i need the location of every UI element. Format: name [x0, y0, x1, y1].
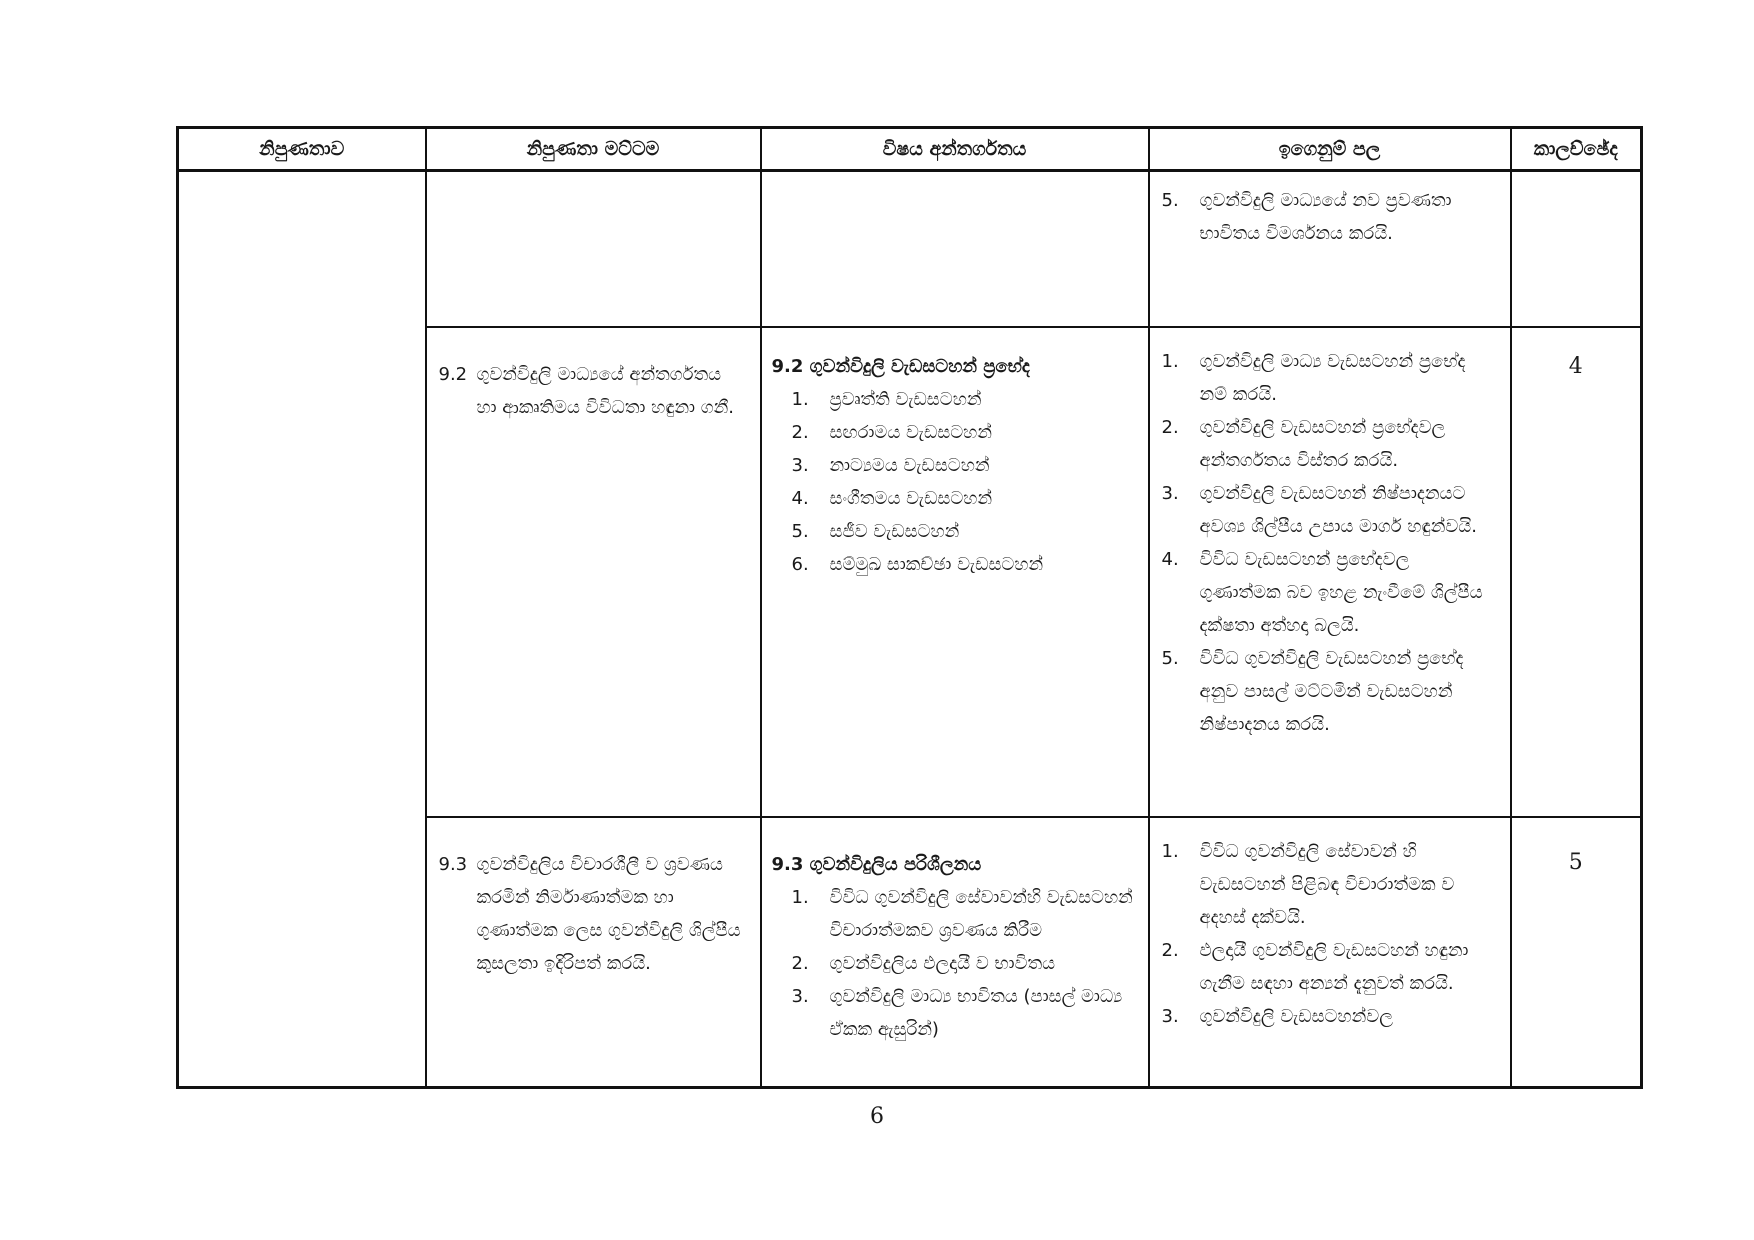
- item-number: 3.: [1161, 1006, 1179, 1027]
- list-item: [1162, 345, 1496, 411]
- list-item: [1162, 934, 1496, 1000]
- item-number: 2.: [1161, 940, 1179, 961]
- item-number: 3.: [791, 455, 809, 476]
- item-number: 2.: [791, 422, 809, 443]
- item-text: විවිධ වැඩසටහන් ප්‍රභේදවල ගුණාත්මක බව ඉහළ නැංවීමේ ශිල්පීය දක්ෂතා අත්හදා බලයි.: [1199, 549, 1483, 636]
- list-item: [772, 449, 1138, 482]
- item-number: 3.: [791, 986, 809, 1007]
- item-text: ඵලදායී ගුවන්විදුලි වැඩසටහන් හඳුනා ගැනීම සඳහා අන්‍යන් දැනුවත් කරයි.: [1199, 940, 1469, 994]
- item-number: 1.: [791, 887, 809, 908]
- item-number: 5.: [1161, 648, 1179, 669]
- item-text: නාට්‍යමය වැඩසටහන්: [829, 455, 990, 476]
- competency-cell: [178, 171, 426, 1088]
- subject-content-cell: [761, 171, 1149, 328]
- header-subject-content: විෂය අන්තර්ගතය: [761, 128, 1149, 171]
- learning-outcomes-cell: [1149, 817, 1511, 1088]
- list-item: [772, 980, 1138, 1046]
- list-item: [772, 881, 1138, 947]
- subject-content-cell: [761, 817, 1149, 1088]
- item-text: සම්මුඛ සාකච්ඡා වැඩසටහන්: [829, 554, 1044, 575]
- list-item: [1162, 184, 1496, 250]
- item-text: ගුවන්විදුලි මාධ්‍ය භාවිතය (පාසල් මාධ්‍ය ඒකක ඇසුරින්): [829, 986, 1123, 1040]
- item-number: 6.: [791, 554, 809, 575]
- item-text: ප්‍රවෘත්ති වැඩසටහන්: [829, 389, 982, 410]
- item-number: 4.: [1161, 549, 1179, 570]
- learning-outcomes-cell: [1149, 327, 1511, 817]
- item-number: 5.: [1161, 190, 1179, 211]
- item-number: 3.: [1161, 483, 1179, 504]
- item-text: ගුවන්විදුලි වැඩසටහන්වල: [1199, 1006, 1393, 1027]
- item-text: සංගීතමය වැඩසටහන්: [829, 488, 993, 509]
- list-item: [1162, 411, 1496, 477]
- learning-outcomes-cell: [1149, 171, 1511, 328]
- list-item: [772, 515, 1138, 548]
- list-item: [1162, 642, 1496, 741]
- syllabus-table: [176, 126, 1643, 1089]
- item-number: 1.: [791, 389, 809, 410]
- item-number: 4.: [791, 488, 809, 509]
- level-text: ගුවන්විදුලි මාධ්‍යයේ අන්තර්ගතය හා ආකෘතිමය විවිධතා හඳුනා ගනී.: [476, 364, 734, 418]
- level-number: 9.2: [438, 364, 468, 385]
- level-text: ගුවන්විදුලිය විචාරශීලී ව ශ්‍රවණය කරමින් නිර්මාණාත්මක හා ගුණාත්මක ලෙස ගුවන්විදුලි ශිල්පීය කුසලතා ඉදිරිපත් කරයි.: [476, 854, 741, 974]
- header-competency-level: නිපුණතා මට්ටම: [426, 128, 761, 171]
- item-text: සඟරාමය වැඩසටහන්: [829, 422, 992, 443]
- item-number: 1.: [1161, 841, 1179, 862]
- item-number: 5.: [791, 521, 809, 542]
- header-competency: නිපුණතාව: [178, 128, 426, 171]
- periods-cell: [1511, 817, 1642, 1088]
- list-item: [772, 482, 1138, 515]
- item-text: විවිධ ගුවන්විදුලි සේවාවන්හි වැඩසටහන් විචාරාත්මකව ශ්‍රවණය කිරීම: [829, 887, 1133, 941]
- header-periods: කාලච්ඡේද: [1511, 128, 1642, 171]
- competency-level-cell: [426, 327, 761, 817]
- item-text: විවිධ ගුවන්විදුලි සේවාවන් හි වැඩසටහන් පිළිබඳ විචාරාත්මක ව අදහස් දක්වයි.: [1199, 841, 1455, 928]
- competency-level-cell: [426, 171, 761, 328]
- list-item: [1162, 477, 1496, 543]
- item-text: ගුවන්විදුලි වැඩසටහන් නිෂ්පාදනයට අවශ්‍ය ශිල්පීය උපාය මාර්ග හඳුන්වයි.: [1199, 483, 1477, 537]
- subject-content-cell: [761, 327, 1149, 817]
- item-text: සජීව වැඩසටහන්: [829, 521, 960, 542]
- periods-cell: [1511, 171, 1642, 328]
- competency-level-cell: [426, 817, 761, 1088]
- item-number: 1.: [1161, 351, 1179, 372]
- content-title: 9.2 ගුවන්විදුලි වැඩසටහන් ප්‍රභේද: [771, 356, 1030, 377]
- list-item: [1162, 835, 1496, 934]
- list-item: [772, 383, 1138, 416]
- list-item: [772, 947, 1138, 980]
- level-number: 9.3: [438, 854, 468, 875]
- periods-cell: [1511, 327, 1642, 817]
- item-text: ගුවන්විදුලිය ඵලදායී ව භාවිතය: [829, 953, 1056, 974]
- list-item: [1162, 543, 1496, 642]
- item-text: ගුවන්විදුලි මාධ්‍ය වැඩසටහන් ප්‍රභේද නම් කරයි.: [1199, 351, 1466, 405]
- page-number: 6: [870, 1104, 884, 1129]
- item-number: 2.: [1161, 417, 1179, 438]
- periods-value: 4: [1568, 354, 1583, 379]
- table-header-row: [178, 128, 1642, 171]
- list-item: [772, 416, 1138, 449]
- table-row: [178, 171, 1642, 328]
- item-text: ගුවන්විදුලි මාධ්‍යයේ නව ප්‍රවණතා භාවිතය විමර්ශනය කරයි.: [1199, 190, 1452, 244]
- item-text: විවිධ ගුවන්විදුලි වැඩසටහන් ප්‍රභේද අනුව පාසල් මට්ටමින් වැඩසටහන් නිෂ්පාදනය කරයි.: [1199, 648, 1464, 735]
- content-title: 9.3 ගුවන්විදුලිය පරිශීලනය: [771, 854, 982, 875]
- item-number: 2.: [791, 953, 809, 974]
- list-item: [772, 548, 1138, 581]
- periods-value: 5: [1568, 850, 1583, 875]
- header-learning-outcomes: ඉගෙනුම් පල: [1149, 128, 1511, 171]
- item-text: ගුවන්විදුලි වැඩසටහන් ප්‍රභේදවල අන්තර්ගතය විස්තර කරයි.: [1199, 417, 1446, 471]
- list-item: [1162, 1000, 1496, 1033]
